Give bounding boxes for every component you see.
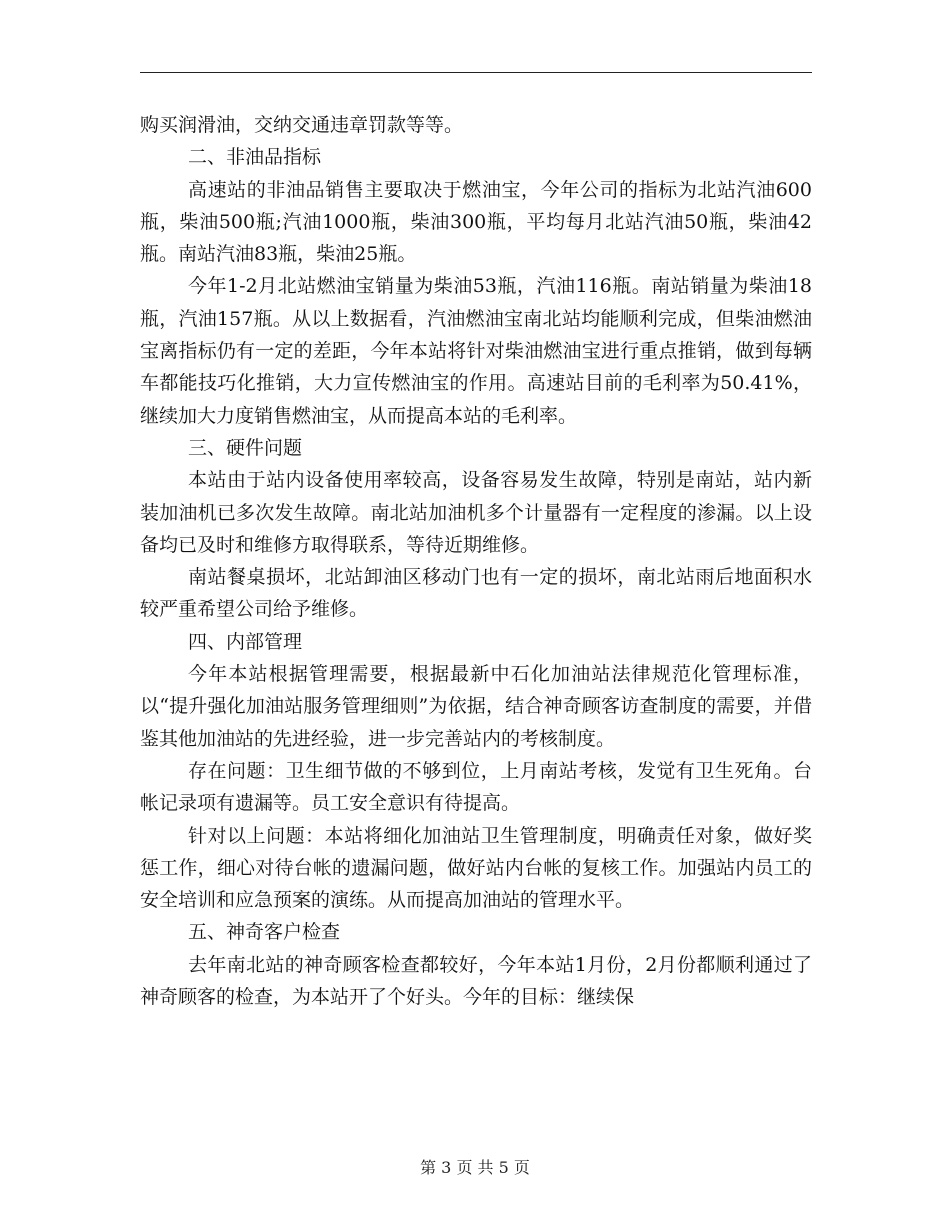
paragraph: 高速站的非油品销售主要取决于燃油宝，今年公司的指标为北站汽油600瓶，柴油500瓶;汽油1000瓶，柴油300瓶，平均每月北站汽油50瓶，柴油42瓶。南站汽油83瓶，柴油25瓶。	[140, 178, 812, 266]
paragraph: 购买润滑油，交纳交通违章罚款等等。	[140, 114, 464, 136]
document-body	[140, 109, 812, 1013]
paragraph: 今年1-2月北站燃油宝销量为柴油53瓶，汽油116瓶。南站销量为柴油18瓶，汽油157瓶。从以上数据看，汽油燃油宝南北站均能顺利完成，但柴油燃油宝离指标仍有一定的差距，今年本站将针对柴油燃油宝进行重点推销，做到每辆车都能技巧化推销，大力宣传燃油宝的作用。高速站目前的毛利率为50.41%，继续加大力度销售燃油宝，从而提高本站的毛利率。	[140, 275, 812, 427]
paragraph: 本站由于站内设备使用率较高，设备容易发生故障，特别是南站，站内新装加油机已多次发生故障。南北站加油机多个计量器有一定程度的渗漏。以上设备均已及时和维修方取得联系，等待近期维修。	[140, 469, 812, 556]
section-heading: 三、硬件问题	[188, 436, 303, 459]
page-number: 第 3 页 共 5 页	[420, 1158, 530, 1177]
section-heading: 二、非油品指标	[188, 146, 322, 169]
paragraph: 南站餐桌损坏，北站卸油区移动门也有一定的损坏，南北站雨后地面积水较严重希望公司给予维修。	[140, 566, 812, 621]
page-footer	[0, 1155, 950, 1178]
paragraph: 去年南北站的神奇顾客检查都较好，今年本站1月份，2月份都顺利通过了神奇顾客的检查，为本站开了个好头。今年的目标：继续保	[140, 953, 812, 1009]
paragraph: 存在问题：卫生细节做的不够到位，上月南站考核，发觉有卫生死角。台帐记录项有遗漏等。员工安全意识有待提高。	[140, 759, 812, 815]
header-rule	[140, 72, 812, 73]
section-heading: 五、神奇客户检查	[188, 921, 341, 944]
paragraph: 今年本站根据管理需要，根据最新中石化加油站法律规范化管理标准，以“提升强化加油站服务管理细则”为依据，结合神奇顾客访查制度的需要，并借鉴其他加油站的先进经验，进一步完善站内的考核制度。	[140, 663, 812, 750]
section-heading: 四、内部管理	[188, 630, 303, 653]
paragraph: 针对以上问题：本站将细化加油站卫生管理制度，明确责任对象，做好奖惩工作，细心对待台帐的遗漏问题，做好站内台帐的复核工作。加强站内员工的安全培训和应急预案的演练。从而提高加油站的管理水平。	[140, 824, 812, 912]
